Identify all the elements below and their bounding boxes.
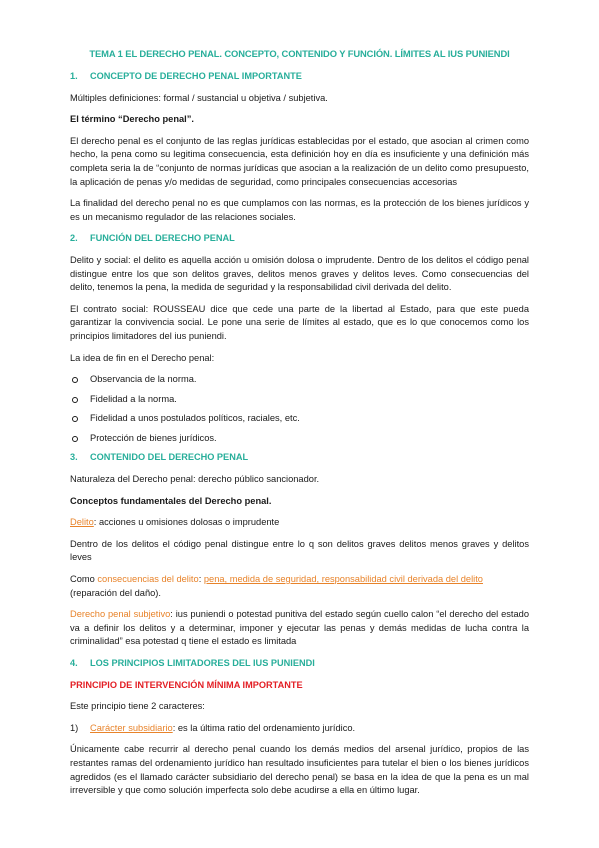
document-body	[70, 70, 529, 806]
section-3-title: CONTENIDO DEL DERECHO PENAL	[90, 452, 249, 463]
consequences-term: consecuencias del delito	[97, 574, 199, 585]
section-4-title: LOS PRINCIPIOS LIMITADORES DEL IUS PUNIENDI	[90, 658, 315, 668]
section-1-number: 1.	[70, 71, 78, 81]
list-item: Observancia de la norma.	[70, 373, 529, 387]
section-2-title: FUNCIÓN DEL DERECHO PENAL	[90, 233, 235, 244]
section-2-paragraph-1: Delito y social: el delito es aquella acción u omisión dolosa o imprudente. Dentro de los delitos el código penal distingue entre los que son delitos graves, delitos menos graves y delitos leves. Como consecuencias del delito, tenemos la pena, la medida de seguridad y la responsabilidad civil derivada del delito.	[70, 254, 529, 293]
subjective-law-paragraph: Derecho penal subjetivo: ius puniendi o potestad punitiva del estado según cuello calon “el derecho del estado va a definir los delitos y a determinar, imponer y ejecutar las penas y demás medidas de lucha contra la criminalidad” esa potestad q tiene el estado es limitada	[70, 609, 529, 647]
consequences-list: pena, medida de seguridad, responsabilidad civil derivada del delito	[203, 574, 483, 585]
list-item: Protección de bienes jurídicos.	[70, 432, 529, 446]
section-1-heading	[70, 70, 529, 84]
section-1-paragraph-2: El derecho penal es el conjunto de las reglas jurídicas establecidas por el estado, que asocian al crimen como hecho, la pena como su legitima consecuencia, esta definición hoy en día es insuficiente y una definición más completa seria la de “conjunto de normas jurídicas que asocian a la realización de un delito como presupuesto, la aplicación de penas y/o medidas de seguridad, como principales consecuencias accesorias	[70, 135, 529, 187]
item-number: 1)	[70, 722, 79, 733]
section-3-number: 3.	[70, 452, 78, 463]
concepts-heading: Conceptos fundamentales del Derecho penal.	[70, 495, 272, 506]
principle-heading: PRINCIPIO DE INTERVENCIÓN MÍNIMA IMPORTANTE	[70, 679, 303, 690]
section-3-paragraph-2: Dentro de los delitos el código penal distingue entre lo q son delitos graves delitos menos graves y delitos leves	[70, 538, 529, 563]
subsidiary-term: Carácter subsidiario	[90, 722, 173, 733]
section-2-heading	[70, 232, 529, 246]
subjective-law-term: Derecho penal subjetivo	[70, 609, 171, 620]
section-2-paragraph-2: El contrato social: ROUSSEAU dice que cede una parte de la libertad al Estado, para que este pueda garantizar la convivencia social. Le pone una serie de límites al estado, que es lo que conocemos como los principios limitadores del ius puniendi.	[70, 303, 529, 341]
section-3-paragraph-1: Naturaleza del Derecho penal: derecho público sancionador.	[70, 474, 320, 485]
section-2-number: 2.	[70, 233, 78, 244]
section-4-number: 4.	[70, 658, 78, 668]
list-item: Fidelidad a la norma.	[70, 393, 529, 407]
list-item: Fidelidad a unos postulados políticos, raciales, etc.	[70, 412, 529, 426]
bullet-icon	[72, 397, 78, 403]
bullet-icon	[72, 416, 78, 422]
section-1-paragraph-3: La finalidad del derecho penal no es que cumplamos con las normas, es la protección de los bienes jurídicos y es un mecanismo regulador de las relaciones sociales.	[70, 198, 529, 222]
section-3-heading	[70, 451, 529, 465]
section-1-title: CONCEPTO DE DERECHO PENAL IMPORTANTE	[90, 71, 302, 81]
delito-term: Delito	[70, 517, 94, 528]
section-1-paragraph-1: Múltiples definiciones: formal / sustancial u objetiva / subjetiva.	[70, 92, 328, 103]
consequences-paragraph: Como consecuencias del delito: pena, medida de seguridad, responsabilidad civil derivada del delito (reparación del daño).	[70, 574, 483, 598]
numbered-item: 1) Carácter subsidiario: es la última ratio del ordenamiento jurídico.	[70, 722, 529, 736]
purpose-list	[70, 373, 529, 445]
document-title: TEMA 1 EL DERECHO PENAL. CONCEPTO, CONTENIDO Y FUNCIÓN. LÍMITES AL IUS PUNIENDI	[89, 48, 510, 59]
section-4-paragraph-2: Únicamente cabe recurrir al derecho penal cuando los demás medios del arsenal jurídico, propios de las restantes ramas del ordenamiento jurídico han resultado insuficientes para tutelar el bien o los bienes jurídicos agredidos (es el llamado carácter subsidiario del derecho penal) se basa en la idea de que la pena es un mal irreversible y que como solución imperfecta solo debe acudirse a ella en último lugar.	[70, 744, 529, 796]
bullet-icon	[72, 436, 78, 442]
section-4-heading	[70, 657, 529, 671]
bullet-icon	[72, 377, 78, 383]
section-4-paragraph-1: Este principio tiene 2 caracteres:	[70, 701, 205, 712]
delito-definition: Delito: acciones u omisiones dolosas o imprudente	[70, 517, 280, 528]
term-heading: El término “Derecho penal”.	[70, 114, 194, 125]
section-2-paragraph-3: La idea de fin en el Derecho penal:	[70, 352, 215, 363]
